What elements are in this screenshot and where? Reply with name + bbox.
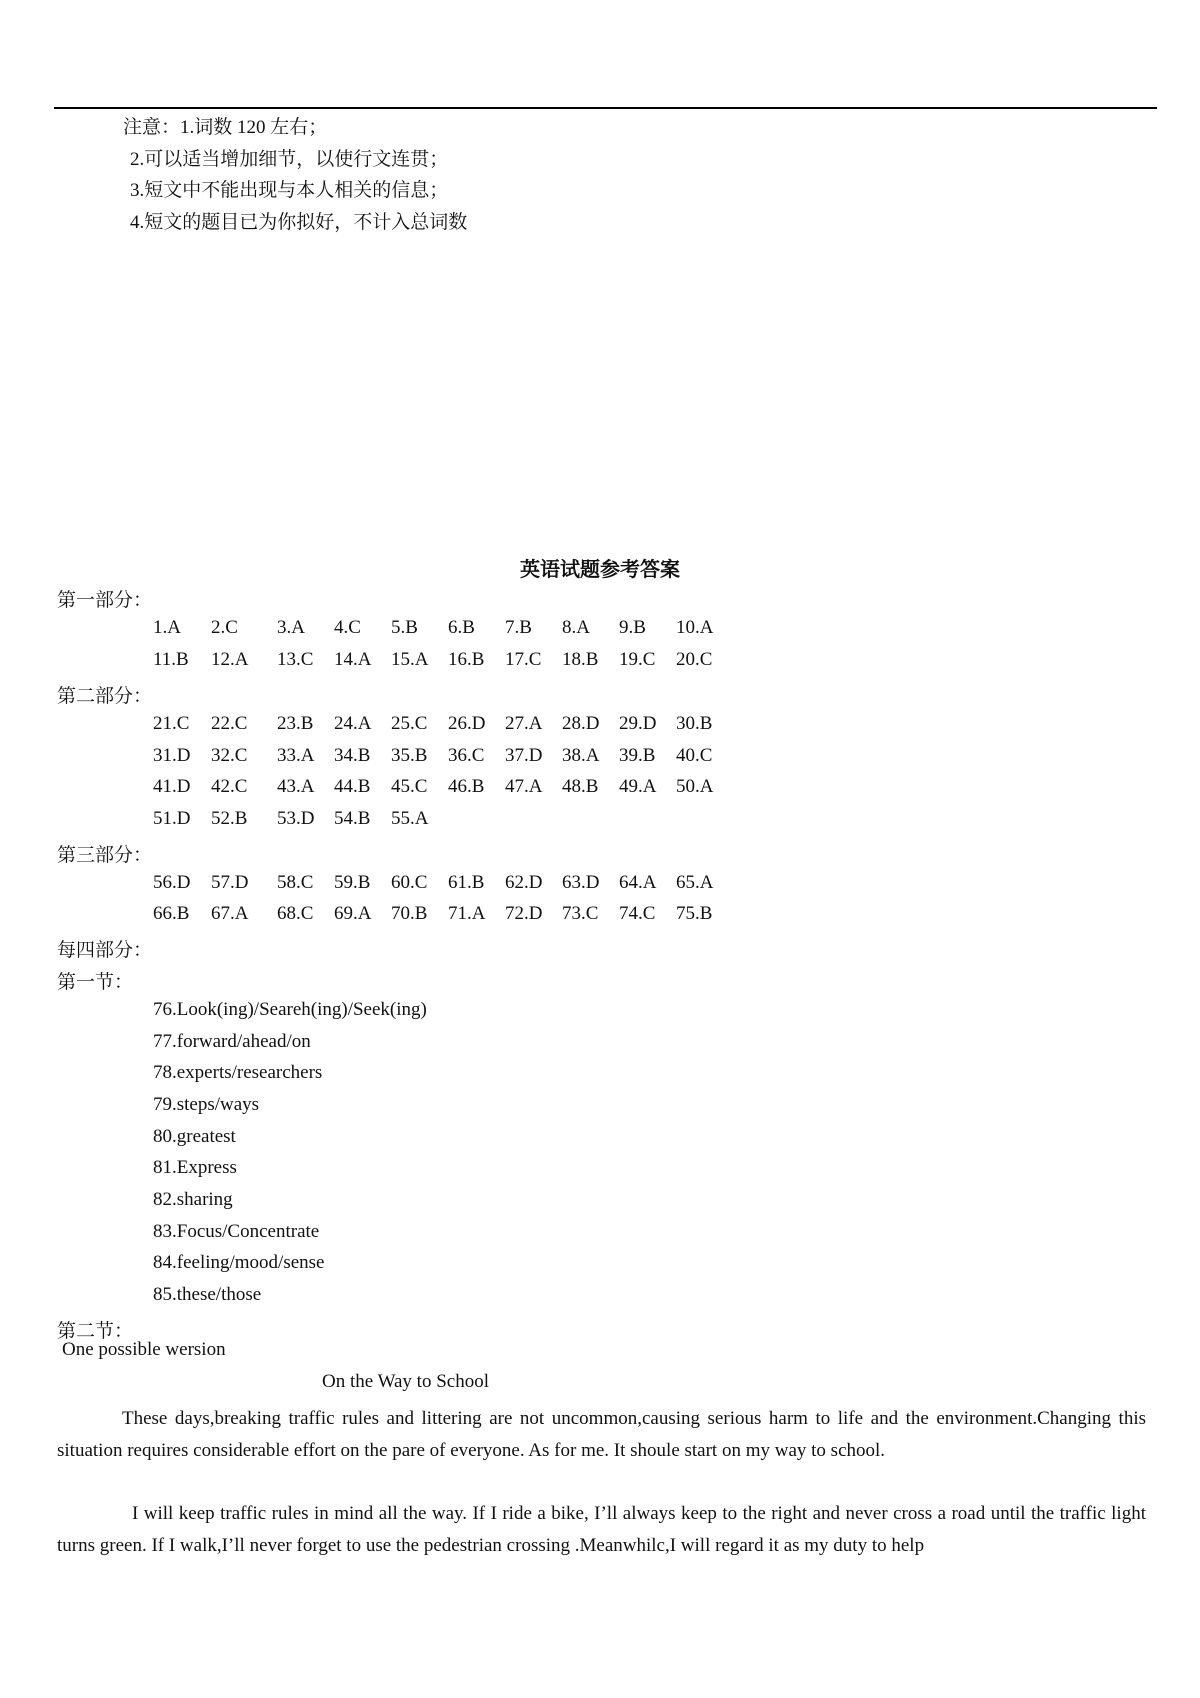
answer-cell: 70.B: [391, 903, 428, 924]
answer-cell: 6.B: [448, 617, 475, 638]
answer-cell: 65.A: [676, 872, 714, 893]
answer-cell: 31.D: [153, 745, 191, 766]
part2-heading: 第二部分：: [57, 686, 153, 707]
answer-cell: 56.D: [153, 872, 191, 893]
answer-cell: 45.C: [391, 776, 428, 797]
answer-cell: 30.B: [676, 713, 713, 734]
answer-cell: 53.D: [277, 808, 315, 829]
answer-cell: 37.D: [505, 745, 543, 766]
answer-cell: 68.C: [277, 903, 314, 924]
answer-cell: 41.D: [153, 776, 191, 797]
answer-cell: 47.A: [505, 776, 543, 797]
answer-cell: 66.B: [153, 903, 190, 924]
fill-answer-83: 83.Focus/Concentrate: [153, 1221, 320, 1242]
fill-answer-81: 81.Express: [153, 1157, 237, 1178]
answer-cell: 18.B: [562, 649, 599, 670]
answer-cell: 73.C: [562, 903, 599, 924]
answer-cell: 71.A: [448, 903, 486, 924]
note-3: 3.短文中不能出现与本人相关的信息；: [130, 180, 449, 201]
answer-cell: 55.A: [391, 808, 429, 829]
answer-cell: 39.B: [619, 745, 656, 766]
answer-cell: 46.B: [448, 776, 485, 797]
answer-cell: 25.C: [391, 713, 428, 734]
essay-paragraph-2: [57, 1498, 1146, 1561]
answer-cell: 1.A: [153, 617, 181, 638]
answer-cell: 75.B: [676, 903, 713, 924]
answer-cell: 43.A: [277, 776, 315, 797]
answer-cell: 50.A: [676, 776, 714, 797]
answer-cell: 26.D: [448, 713, 486, 734]
answer-cell: 24.A: [334, 713, 372, 734]
answer-cell: 72.D: [505, 903, 543, 924]
fill-answer-82: 82.sharing: [153, 1189, 233, 1210]
answer-cell: 40.C: [676, 745, 713, 766]
fill-answer-79: 79.steps/ways: [153, 1094, 260, 1115]
answer-cell: 12.A: [211, 649, 249, 670]
answer-cell: 19.C: [619, 649, 656, 670]
answer-cell: 17.C: [505, 649, 542, 670]
answer-cell: 74.C: [619, 903, 656, 924]
answer-cell: 32.C: [211, 745, 248, 766]
answer-cell: 35.B: [391, 745, 428, 766]
answer-cell: 2.C: [211, 617, 238, 638]
answer-cell: 34.B: [334, 745, 371, 766]
answer-cell: 20.C: [676, 649, 713, 670]
answer-cell: 28.D: [562, 713, 600, 734]
essay-title: On the Way to School: [322, 1371, 489, 1392]
answer-key-title: 英语试题参考答案: [520, 559, 680, 581]
answer-cell: 3.A: [277, 617, 305, 638]
paragraph-text: These days,breaking traffic rules and littering are not uncommon,causing serious harm to life and the environment.Changing this situation requires considerable effort on the pare of everyone. As for me. It shoule start on my way to school.: [57, 1408, 1146, 1461]
paragraph-text: I will keep traffic rules in mind all the way. If I ride a bike, I’ll always keep to the right and never cross a road until the traffic light turns green. If I walk,I’ll never forget to use the pedestrian crossing .Meanwhilc,I will regard it as my duty to help: [57, 1503, 1146, 1556]
answer-cell: 29.D: [619, 713, 657, 734]
answer-cell: 62.D: [505, 872, 543, 893]
note-4: 4.短文的题目已为你拟好，不计入总词数: [130, 211, 468, 233]
answer-cell: 14.A: [334, 649, 372, 670]
answer-cell: 33.A: [277, 745, 315, 766]
answer-cell: 16.B: [448, 649, 485, 670]
fill-answer-80: 80.greatest: [153, 1126, 236, 1147]
essay-paragraph-1: [57, 1403, 1146, 1466]
answer-cell: 9.B: [619, 617, 646, 638]
section1-heading: 第一节：: [57, 972, 134, 993]
answer-cell: 59.B: [334, 872, 371, 893]
answer-cell: 8.A: [562, 617, 590, 638]
part4-heading: 每四部分：: [57, 940, 153, 961]
answer-cell: 11.B: [153, 649, 189, 670]
fill-answer-76: 76.Look(ing)/Seareh(ing)/Seek(ing): [153, 999, 427, 1020]
answer-cell: 58.C: [277, 872, 314, 893]
answer-cell: 61.B: [448, 872, 485, 893]
note-1: 注意：1.词数 120 左右；: [123, 117, 328, 138]
answer-cell: 15.A: [391, 649, 429, 670]
answer-cell: 54.B: [334, 808, 371, 829]
fill-answer-78: 78.experts/researchers: [153, 1062, 323, 1083]
writing-notes: [123, 112, 468, 238]
answer-cell: 63.D: [562, 872, 600, 893]
answer-cell: 10.A: [676, 617, 714, 638]
part3-heading: 第三部分：: [57, 845, 153, 866]
answer-cell: 27.A: [505, 713, 543, 734]
fill-answer-84: 84.feeling/mood/sense: [153, 1252, 325, 1273]
answer-cell: 57.D: [211, 872, 249, 893]
header-rule: [54, 107, 1157, 109]
answer-cell: 5.B: [391, 617, 418, 638]
answer-cell: 36.C: [448, 745, 485, 766]
possible-version-label: One possible wersion: [62, 1339, 226, 1360]
answer-cell: 44.B: [334, 776, 371, 797]
answer-cell: 67.A: [211, 903, 249, 924]
answer-cell: 7.B: [505, 617, 532, 638]
answer-cell: 13.C: [277, 649, 314, 670]
answer-cell: 4.C: [334, 617, 361, 638]
fill-answer-85: 85.these/those: [153, 1284, 262, 1305]
part1-heading: 第一部分：: [57, 590, 153, 611]
answer-cell: 48.B: [562, 776, 599, 797]
note-2: 2.可以适当增加细节，以使行文连贯；: [130, 148, 449, 170]
answer-cell: 52.B: [211, 808, 248, 829]
answer-cell: 69.A: [334, 903, 372, 924]
answer-cell: 64.A: [619, 872, 657, 893]
answer-cell: 51.D: [153, 808, 191, 829]
answer-cell: 42.C: [211, 776, 248, 797]
answer-cell: 38.A: [562, 745, 600, 766]
answer-cell: 49.A: [619, 776, 657, 797]
section2-heading: 第二节：: [57, 1321, 134, 1342]
answer-cell: 22.C: [211, 713, 248, 734]
answer-cell: 23.B: [277, 713, 314, 734]
answer-cell: 21.C: [153, 713, 190, 734]
fill-answer-77: 77.forward/ahead/on: [153, 1031, 311, 1052]
answer-cell: 60.C: [391, 872, 428, 893]
